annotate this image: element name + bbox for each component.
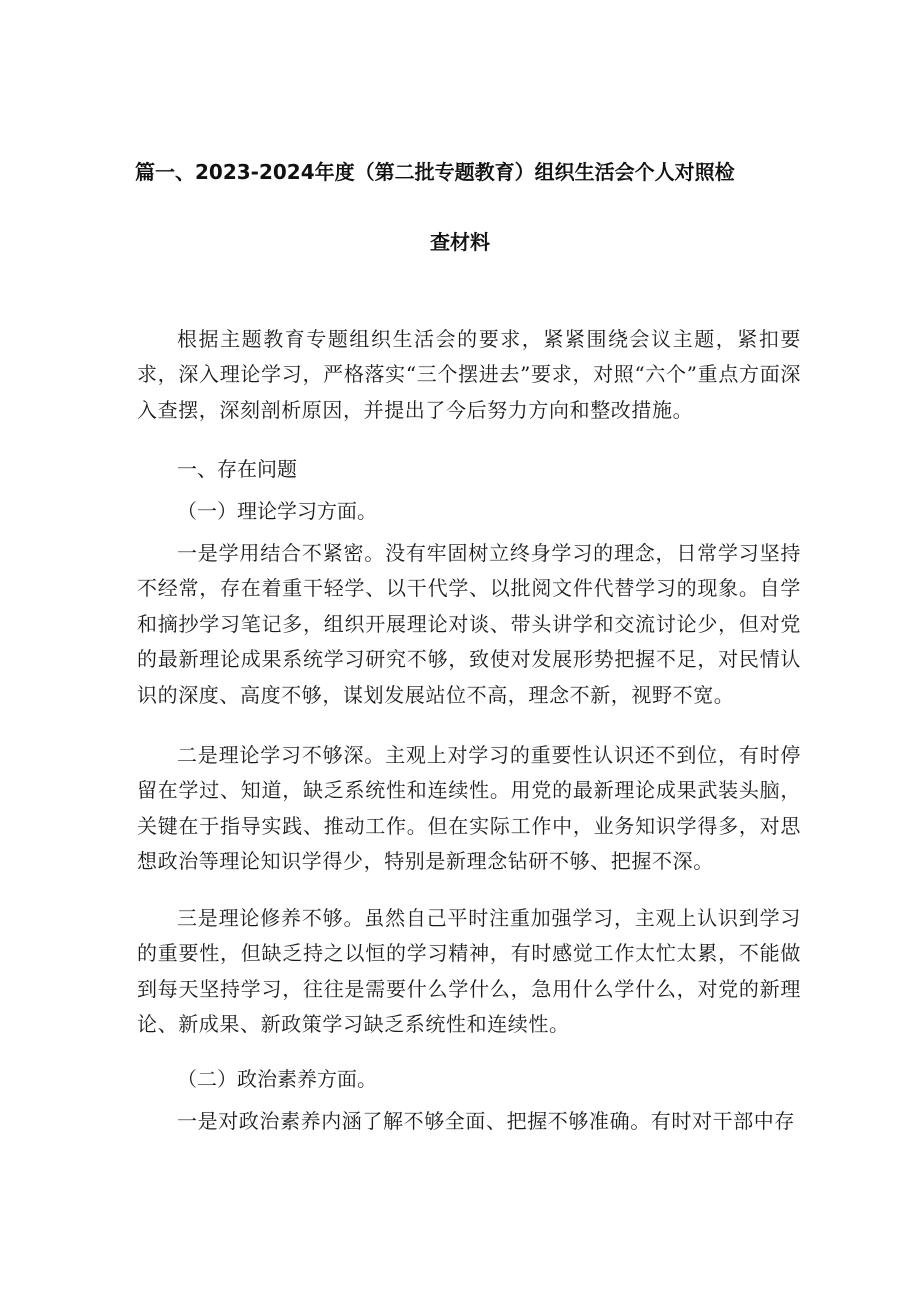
document-title-line-2: 查材料 <box>430 230 490 254</box>
section-heading-existing-problems: 一、存在问题 <box>177 457 297 481</box>
paragraph-study-application: 一是学用结合不紧密。没有牢固树立终身学习的理念，日常学习坚持不经常，存在着重干轻学、以干代学、以批阅文件代替学习的现象。自学和摘抄学习笔记多，组织开展理论对谈、带头讲学和交流讨论少，但对党的最新理论成果系统学习研究不够，致使对发展形势把握不足，对民情认识的深度、高度不够，谋划发展站位不高，理念不新，视野不宽。 <box>137 541 801 707</box>
paragraph-theory-cultivation: 三是理论修养不够。虽然自己平时注重加强学习，主观上认识到学习的重要性，但缺乏持之以恒的学习精神，有时感觉工作太忙太累，不能做到每天坚持学习，往往是需要什么学什么，急用什么学什么，对党的新理论、新成果、新政策学习缺乏系统性和连续性。 <box>137 906 801 1037</box>
paragraph-political-literacy: 一是对政治素养内涵了解不够全面、把握不够准确。有时对干部中存 <box>177 1109 795 1133</box>
intro-paragraph: 根据主题教育专题组织生活会的要求，紧紧围绕会议主题，紧扣要求，深入理论学习，严格落实“三个摆进去”要求，对照“六个”重点方面深入查摆，深刻剖析原因，并提出了今后努力方向和整改措施。 <box>137 327 801 422</box>
paragraph-theory-depth: 二是理论学习不够深。主观上对学习的重要性认识还不到位，有时停留在学过、知道，缺乏系统性和连续性。用党的最新理论成果武装头脑，关键在于指导实践、推动工作。但在实际工作中，业务知识学得多，对思想政治等理论知识学得少，特别是新理念钻研不够、把握不深。 <box>137 743 801 874</box>
subsection-heading-theory-study: （一）理论学习方面。 <box>177 499 377 523</box>
subsection-heading-political-literacy: （二）政治素养方面。 <box>177 1067 377 1091</box>
document-title-line-1: 篇一、2023-2024年度（第二批专题教育）组织生活会个人对照检 <box>135 160 735 184</box>
